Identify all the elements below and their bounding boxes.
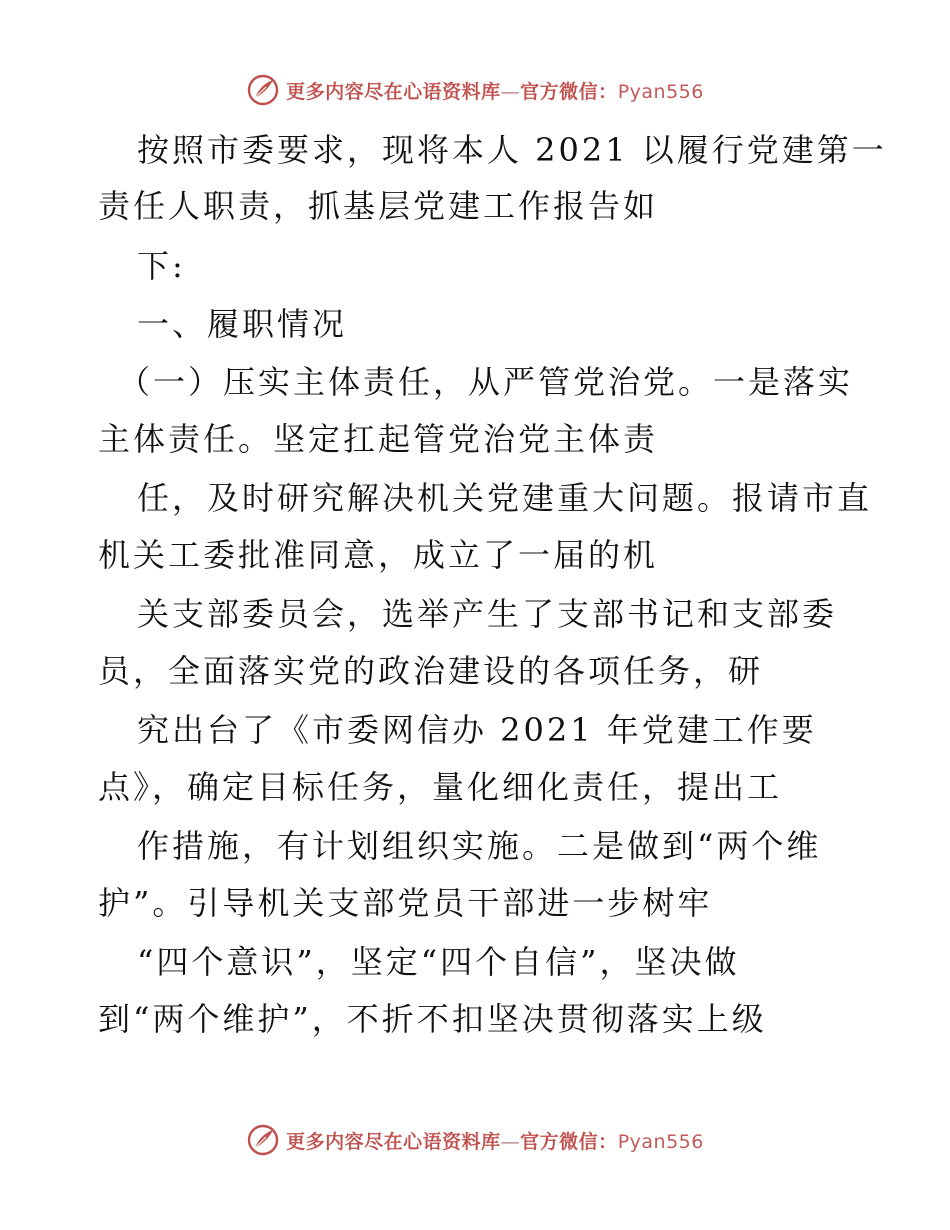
watermark-id: Pyan556	[617, 1130, 704, 1153]
text-line: （一）压实主体责任，从严管党治党。一是落实	[118, 363, 854, 401]
text-line: 主体责任。坚定扛起管党治党主体责	[98, 420, 659, 458]
text-line: 究出台了《市委网信办 2021 年党建工作要	[137, 711, 817, 749]
section-heading: 一、履职情况	[137, 305, 348, 343]
text-line: 关支部委员会，选举产生了支部书记和支部委	[137, 595, 838, 633]
text-line: 点》，确定目标任务，量化细化责任，提出工	[98, 768, 783, 806]
text-line: 责任人职责，抓基层党建工作报告如	[98, 187, 659, 225]
footer-watermark	[0, 1120, 950, 1160]
text-line: 员，全面落实党的政治建设的各项任务，研	[98, 652, 764, 690]
feather-logo-icon	[246, 1123, 280, 1157]
text-line: 按照市委要求，现将本人 2021 以履行党建第一	[137, 131, 887, 169]
watermark-dash: —	[500, 80, 521, 103]
watermark-dash: —	[500, 1130, 521, 1153]
watermark-main: 更多内容尽在心语资料库	[286, 1130, 501, 1153]
watermark-id: Pyan556	[617, 80, 704, 103]
text-line: 到“两个维护”，不折不扣坚决贯彻落实上级	[98, 1000, 767, 1038]
watermark-text	[286, 1127, 704, 1154]
text-line: 机关工委批准同意，成立了一届的机	[98, 536, 659, 574]
text-line: 任，及时研究解决机关党建重大问题。报请市直	[137, 479, 873, 517]
watermark-label: 官方微信：	[520, 1130, 618, 1153]
text-line: 护”。引导机关支部党员干部进一步树牢	[98, 884, 713, 922]
text-line: 下:	[137, 247, 186, 285]
watermark-main: 更多内容尽在心语资料库	[286, 80, 501, 103]
watermark-label: 官方微信：	[520, 80, 618, 103]
text-line: “四个意识”，坚定“四个自信”，坚决做	[137, 943, 740, 981]
text-line: 作措施，有计划组织实施。二是做到“两个维	[137, 827, 822, 865]
